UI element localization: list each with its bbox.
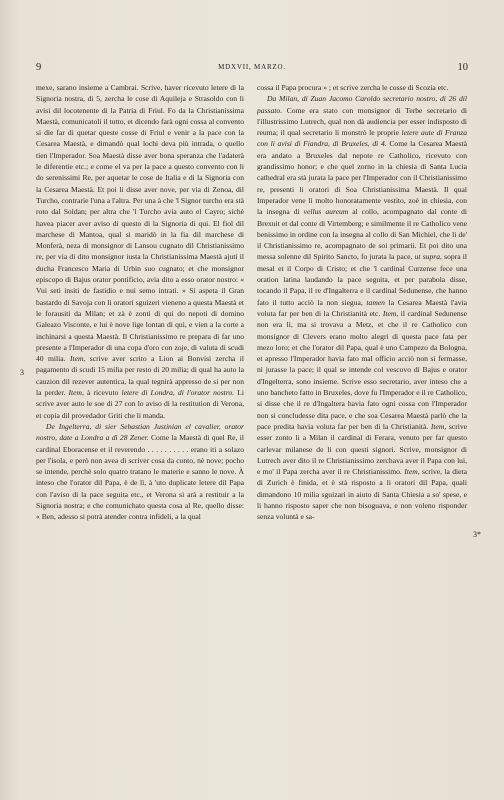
- text-run: Come la Cesarea Maestà era andato a Bruxeles dal nepote re Catholico, ricevuto con grandissimo honor; e che quel zorno in la chiesia di Santa Lucia cathedral era stà jurata la pace per l'Imperador con il Christianissimo re, presenti li oratori di Soa Christianissima Maestà. Il qual Imperador vene lì molto honoratamente vestito, zoè in chiesia, con la insegna di: [257, 139, 467, 217]
- italic-run: Item,: [404, 467, 420, 477]
- text-run: Li scrive aver auto le soe di 27 con lo aviso di la restitution di Verona, et copia dil provedador Griti che li manda.: [36, 388, 244, 420]
- text-run: il cardinal Sedunense non era lì, ma si trovava a Metz, et che il re Catholico con monsignor di Clevers erano molto alegri di questa pace fata per mezo loro; et che l'orator dil Papa, qual è uno Campezo da Bologna, et apresso l'Imperador havia fato mal officio acciò non si fermasse, nì jurasse la pace; il qual se intende col vescovo di Bajus e orator d'Ingelterra, sono insieme. Scrive esso secretario, aver inteso che a uno bancheto fatto in Bruxeles, dove fu l'Imperador e il re Catholico, si disse che il re d'Ingaltera havia fato ogni cossa con l'Imperador non si concludesse dita pace, e che soa Cesarea Maestà parlò che la pace predita havia voluta far per ben di la Christianità.: [257, 308, 467, 431]
- text-run: la Cesarea Maestà l'avia voluta far per ben di la Christianità etc.: [257, 297, 467, 318]
- running-head: MDXVII, MARZO.: [218, 63, 286, 71]
- page-number-left: 9: [36, 62, 42, 73]
- italic-run: ut supra,: [414, 252, 442, 262]
- text-run: al collo, acompagnato dal conte di Brexuit et dal conte di Virtemberg; e similmente il re Catholico vene benissimo in ordine con la insegna al collo di San Michiel, che li de' il Christianissimo re, acompagnato de soi primarii. Et poi dito una messa solenne dil Spirito Sancto, fo jurata la pace,: [257, 207, 467, 262]
- italic-run: tamen: [366, 297, 385, 307]
- paragraph: [36, 82, 244, 421]
- text-run: Come era stato con monsignor di Terbe secretario di l'illustrissimo Lutrech, qual non dà audiencia per esser indisposto di reuma; il qual secretario li monstrò le proprie: [257, 105, 467, 138]
- paragraph: [36, 421, 244, 523]
- margin-number-right: 3*: [473, 530, 481, 539]
- margin-number-left: 3: [20, 368, 24, 377]
- entry-heading: Da Milan, di Zuan Jacomo Caroldo secretario nostro, di 26 dil passato.: [257, 94, 467, 115]
- italic-run: Item,: [382, 308, 399, 318]
- text-run: à ricevuto: [87, 388, 119, 398]
- paragraph: [257, 93, 467, 522]
- text-run: mexe, sarano insieme a Cambrai. Scrive, haver ricevuto letere di la Signoria nostra, di 5, zercha le cose di Aquileja e Strasoldo con li avisi dil locotenente di la Patria di Friul. Fo da la Christianissima Maestà, comunicatoli il tutto, et dicendo farà ogni cossa al convento si die far di quetar queste cosse di Friul e venir a la pace con la Cesarea Maestà, e dimandò qual lochi deva più intrada, o quello tien l'Imperador. Soa Maestà disse aver bona speranza che l'adaterà le diferentie etc.; e come el va per la pace a questo convento con li do serenissimi Re, per aquetar le cose de Italia e di la Signoria con la Cesarea Maestà. Et poi li disse aver nove, per via di Zenoa, dil Turcho, contrarie l'una a l'altra. Per una à che 'l Signor turcho era stà roto dal Soldan; per altra che 'l Turcho avia auto el Cayro; sichè havea piacer aver aviso di questo di la Signoria di qui. El fiol dil marchese di Mantoa, qual si maridò in la fia dil marchese di Monferà, neza di monsignor di Lansou cugnato dil Christianissimo re, per via di dito monsignor iusta la Christianissima Maestà ajuti il ducha Francesco Maria di Urbin suo cugnato; et che monsignor episcopo di Bajus orator pontificio, avia dito a esso orator nostro: « Vui seti insiti de fastidio e nui semo intrati. » Si aspeta il Gran bastardo di Savoja con li oratori sguizeri vieneno a questa Maestà et le forausiti da Milan; et zà è zonti di qui do nepoti di domino Galeazo Visconte, e lui è nove lige lontan di qui, e vien a la corte a inchinarsi a questa Maestà. Il Christianissimo re prepara di far uno presente a l'Imperador di una copa d'oro con zoje, di valuta di scudi 40 milia.: [36, 83, 244, 364]
- left-column: [36, 82, 244, 772]
- text-run: sopra il mesal et il Corpo di Cristo; et che 'l cardinal Curzense fece una oration latina laudando la pace seguita, et per parabola disse, tocando il Papa, il re d'Ingalterra e il cardinal Sedunense, che hanno fato il tutto acciò la non siegua,: [257, 252, 467, 307]
- italic-run: Item,: [430, 421, 447, 431]
- text-run: scrive esser zonto li a Milan il cardinal di Ferara, venuto per far questo carlevar milanese de li con questi signori. Scrive, monsignor di Lutrech aver dito il re Christianissimo zerchava aver il Papa con lui, e mo' il Papa zercha aver il re Christianissimo.: [257, 421, 467, 477]
- italic-run: Item,: [68, 388, 84, 398]
- italic-run: Item,: [69, 354, 86, 364]
- paragraph: [257, 82, 467, 93]
- italic-run: letere aute di Franza con li avisi di Fiandra, di Bruxeles, dì 4.: [257, 128, 467, 149]
- page-number-right: 10: [457, 62, 468, 73]
- entry-heading: De Ingelterra, di sier Sebastian Justinian el cavalier, orator nostro, date a Londra a dì 28 Zener.: [36, 421, 244, 443]
- text-run: Come la Maestà di quel Re, il cardinal Eboracense et il reverendo . . . . . . . . . . erano iti a solazo per l'isola, e però non avea di scriver cosa da conto, nè nove; pocho se intende, perchè solo quatro tratano le materie e sanno le nove. À inteso che l'orator dil Papa, è de lì, à 'uto duplicate letere dil Papa con l'aviso di la pace seguita etc., et Verona si arà a restituir a la Signoria nostra; e che comunichato questa cosa al Re, quello disse: « Ben, adesso si potrà atender contra infideli, a la qual: [36, 433, 244, 522]
- italic-run: letere di Londra, di l'orator nostro.: [121, 388, 235, 398]
- right-column: [257, 82, 467, 772]
- text-run: scrive aver scrito a Lion ai Bonvisi zercha il pagamento di scudi 15 milia per resto di 20 milia; di qual ha auto la cauzion dil rezever autentica, la qual tegnirà appresso de si per non la perder.: [36, 354, 244, 398]
- text-run: scrive, la dieta di Zurich è finida, et è stà risposto a li oratori dil Papa, quali dimandono 10 milia sguizari in aiuto di Santa Chiesia a so' spese, e li hanno risposto saper che non bisoguava, e non voleno risponder senza voluntà e sa-: [257, 467, 467, 522]
- page-header: [36, 62, 468, 76]
- text-run: cossa il Papa procura » ; et scrive zercha le cosse di Scozia etc.: [257, 83, 449, 92]
- italic-run: vellus aureum: [303, 207, 349, 217]
